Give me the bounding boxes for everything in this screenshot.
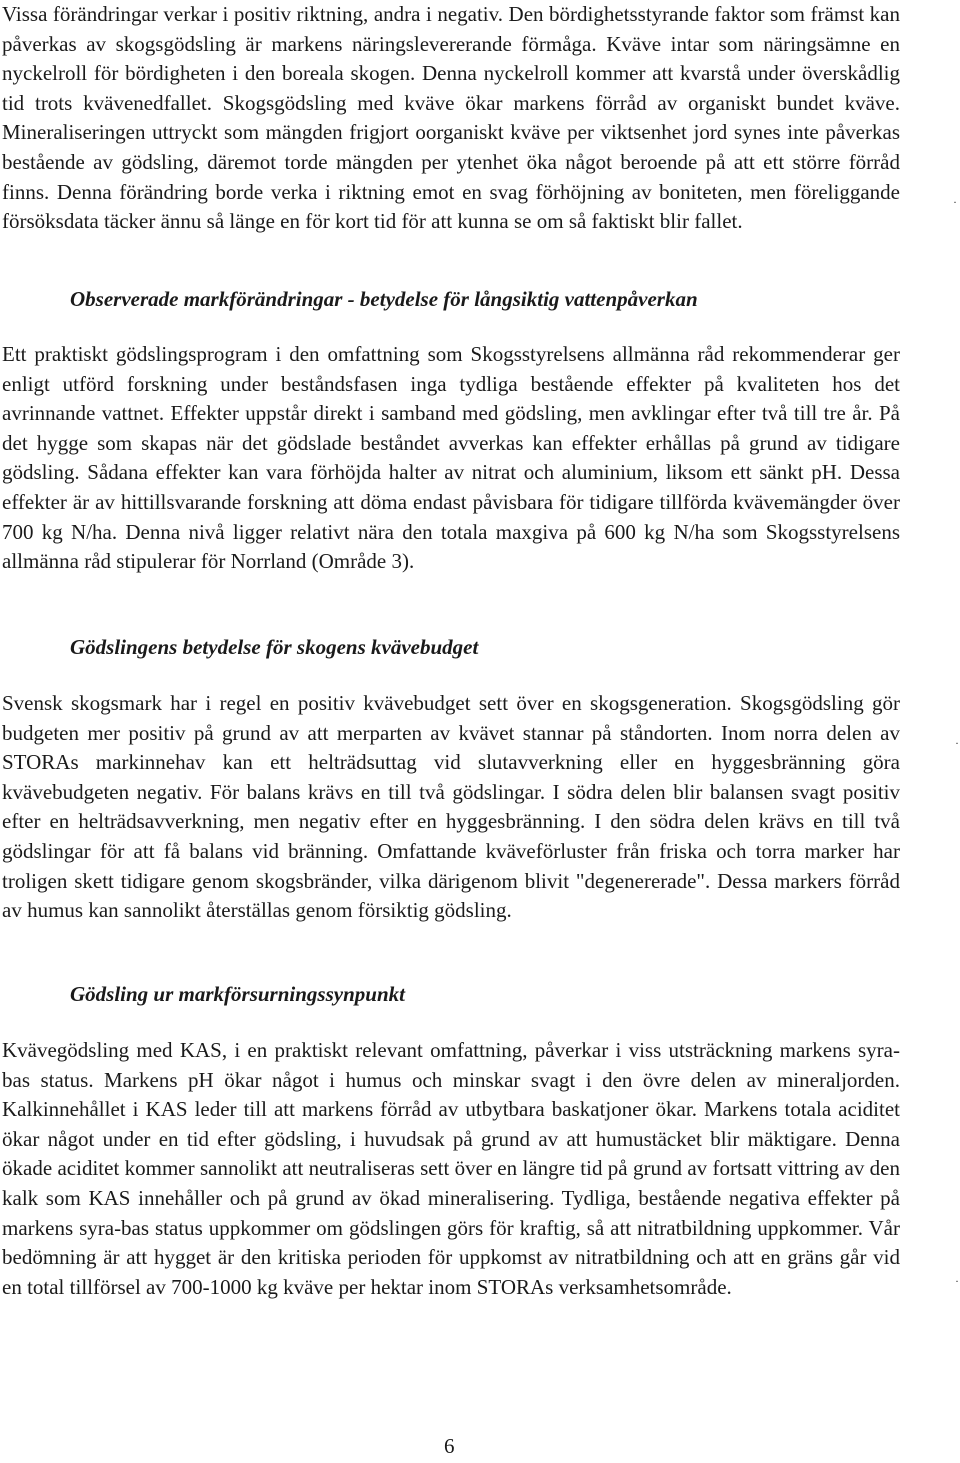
heading-nitrogen-budget: Gödslingens betydelse för skogens kvävebudget (70, 635, 479, 659)
heading-observed-soil-changes: Observerade markförändringar - betydelse för långsiktig vattenpåverkan (70, 287, 698, 311)
scan-speck: · (953, 195, 957, 209)
page-number: 6 (444, 1434, 455, 1458)
scan-speck: · (955, 1274, 959, 1288)
paragraph-water-effects: Ett praktiskt gödslingsprogram i den omfattning som Skogsstyrelsens allmänna råd rekommenderar ger enligt utförd forskning under beståndsfasen inga tydliga bestående effekter på kvaliteten hos det avrinnande vattnet. Effekter uppstår direkt i samband med gödsling, men avklingar efter två till tre år. På det hygge som skapas när det gödslade beståndet avverkas kan effekter erhållas på grund av tidigare gödsling. Sådana effekter kan vara förhöjda halter av nitrat och aluminium, liksom ett sänkt pH. Dessa effekter är av hittillsvarande forskning att döma endast påvisbara för tidigare tillförda kvävemängder över 700 kg N/ha. Denna nivå ligger relativt nära den totala maxgiva på 600 kg N/ha som Skogsstyrelsens allmänna råd stipulerar för Norrland (Område 3). (2, 342, 900, 574)
scan-speck: · (955, 736, 959, 750)
paragraph-acid-base-status: Kvävegödsling med KAS, i en praktiskt relevant omfattning, påverkar i viss utsträckning markens syra-bas status. Markens pH ökar något i humus och minskar svagt i den övre delen av mineraljorden. Kalkinnehållet i KAS leder till att markens förråd av utbytbara baskatjoner ökar. Markens totala aciditet ökar något under en tid efter gödsling, i huvudsak på grund av att humustäcket blir mäktigare. Denna ökade aciditet kommer sannolikt att neutraliseras sett över en längre tid på grund av fortsatt vittring av den kalk som KAS innehåller och på grund av ökad mineralisering. Tydliga, bestående negativa effekter på markens syra-bas status uppkommer om gödslingen görs för kraftig, så att nitratbildning uppkommer. Vår bedömning är att hygget är den kritiska perioden för uppkomst av nitratbildning och att en gräns går vid en total tillförsel av 700-1000 kg kväve per hektar inom STORAs verksamhetsområde. (2, 1038, 900, 1299)
paragraph-nitrogen-budget: Svensk skogsmark har i regel en positiv kvävebudget sett över en skogsgeneration. Skogsgödsling gör budgeten mer positiv på grund av att merparten av kvävet stannar på ståndorten. Inom norra delen av STORAs markinnehav kan ett helträdsuttag vid slutavverkning eller en hyggesbränning göra kvävebudgeten negativ. För balans krävs en till två gödslingar. I södra delen blir balansen svagt positiv efter en helträdsavverkning, men negativ efter en hyggesbränning. I den södra delen krävs en till två gödslingar för att få balans vid bränning. Omfattande kväveförluster från friska och torra marker har troligen skett tidigare genom skogsbränder, vilka därigenom blivit "degenererade". Dessa markers förråd av humus kan sannolikt återställas genom försiktig gödsling. (2, 691, 900, 923)
paragraph-nitrogen-fertility: Vissa förändringar verkar i positiv riktning, andra i negativ. Den bördighetsstyrande faktor som främst kan påverkas av skogsgödsling är markens näringslevererande förmåga. Kväve intar som näringsämne en nyckelroll för bördigheten i den boreala skogen. Denna nyckelroll kommer att kvarstå under överskådlig tid trots kvävenedfallet. Skogsgödsling med kväve ökar markens förråd av organiskt bundet kväve. Mineraliseringen uttryckt som mängden frigjort oorganiskt kväve per viktsenhet jord synes inte påverkas bestående av gödsling, däremot torde mängden per ytenhet öka något beroende på att ett större förråd finns. Denna förändring borde verka i riktning emot en svag förhöjning av boniteten, men föreliggande försöksdata täcker ännu så länge en för kort tid för att kunna se om så faktiskt blir fallet. (2, 2, 900, 234)
heading-soil-acidification: Gödsling ur markförsurningssynpunkt (70, 982, 405, 1006)
